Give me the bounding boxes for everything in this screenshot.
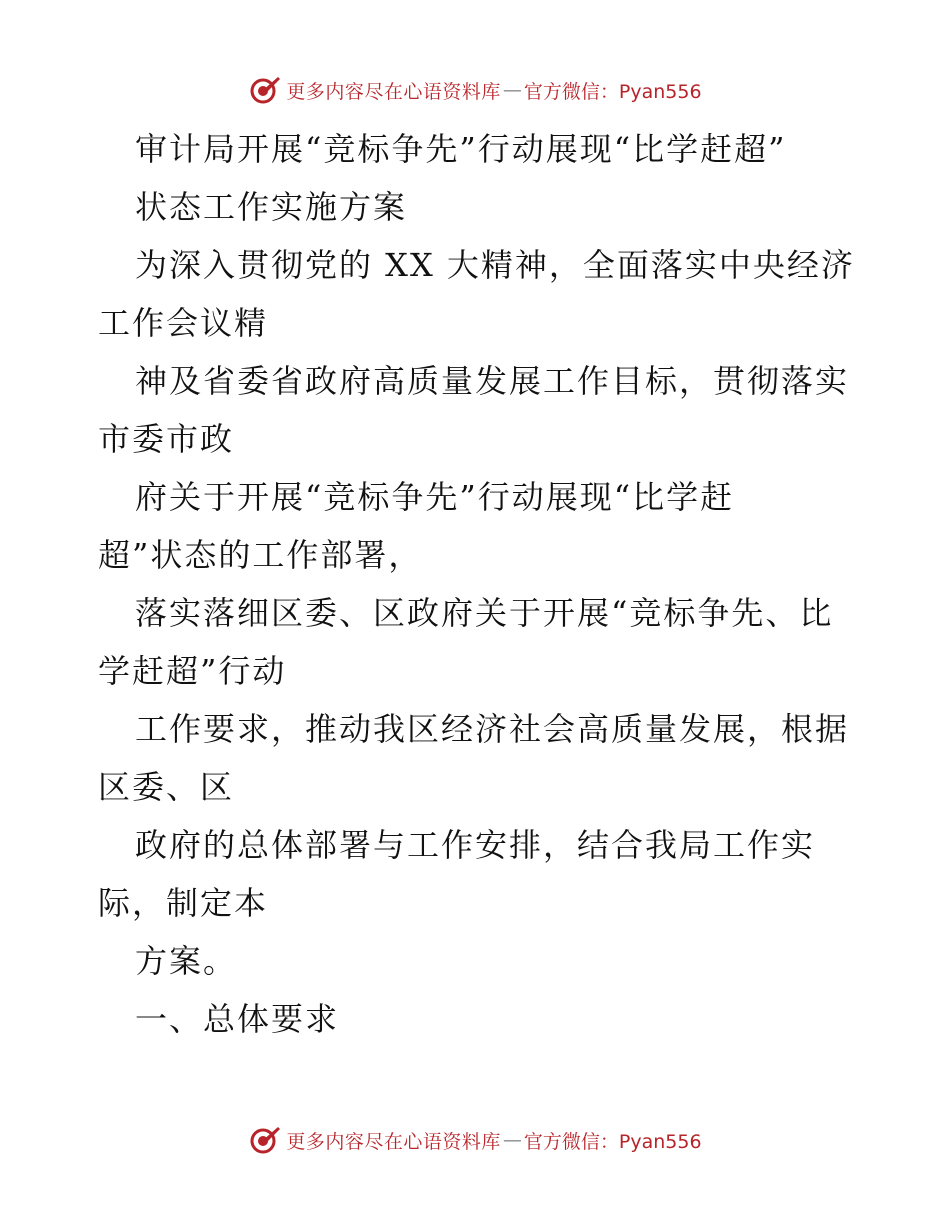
doc-line: 超”状态的工作部署， [98, 536, 423, 574]
watermark-dash: — [502, 1129, 522, 1151]
pen-logo-icon [248, 1123, 282, 1157]
header-watermark [0, 70, 950, 110]
doc-line: 学赶超”行动 [98, 652, 287, 690]
section-heading: 一、总体要求 [135, 1000, 340, 1038]
watermark-text: 更多内容尽在心语资料库 [286, 1130, 501, 1153]
watermark-wechat: 官方微信：Pyan556 [523, 1130, 702, 1153]
doc-line: 方案。 [135, 942, 238, 980]
doc-line: 政府的总体部署与工作安排，结合我局工作实 [135, 826, 816, 864]
doc-line: 神及省委省政府高质量发展工作目标，贯彻落实 [135, 362, 850, 400]
doc-line: 为深入贯彻党的 XX 大精神，全面落实中央经济 [135, 246, 855, 284]
doc-line: 工作要求，推动我区经济社会高质量发展，根据 [135, 710, 850, 748]
watermark-dash: — [502, 79, 522, 101]
doc-line: 际，制定本 [98, 884, 269, 922]
doc-line: 府关于开展“竞标争先”行动展现“比学赶 [135, 478, 735, 516]
footer-watermark [0, 1120, 950, 1160]
document-body [98, 120, 858, 1048]
doc-line: 工作会议精 [98, 304, 269, 342]
pen-logo-icon [248, 73, 282, 107]
doc-title-line-1: 审计局开展“竞标争先”行动展现“比学赶超” [135, 130, 787, 168]
doc-title-line-2: 状态工作实施方案 [135, 188, 408, 226]
watermark-text: 更多内容尽在心语资料库 [286, 80, 501, 103]
doc-line: 落实落细区委、区政府关于开展“竞标争先、比 [135, 594, 834, 632]
watermark-wechat: 官方微信：Pyan556 [523, 80, 702, 103]
doc-line: 区委、区 [98, 768, 235, 806]
doc-line: 市委市政 [98, 420, 235, 458]
